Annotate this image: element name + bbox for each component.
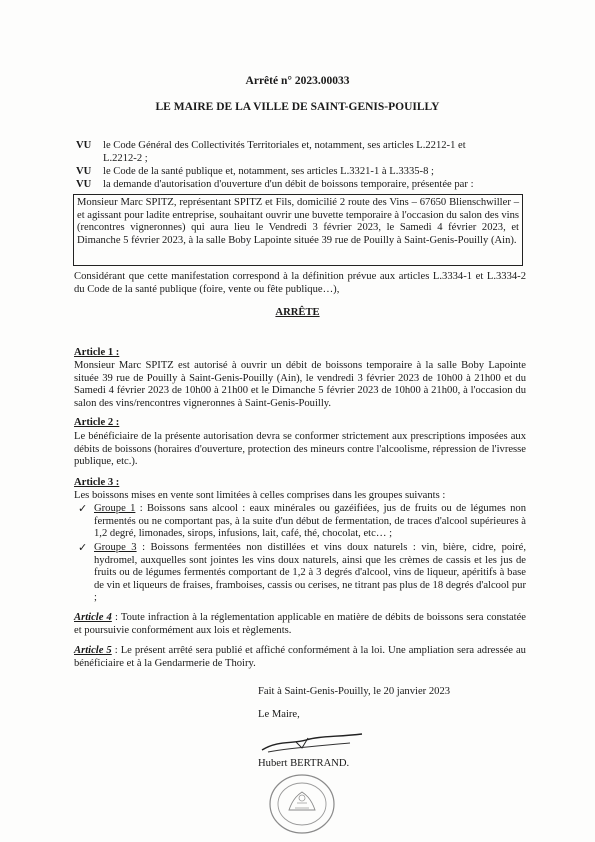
check-icon: ✓ bbox=[78, 503, 88, 515]
considering-paragraph: Considérant que cette manifestation correspond à la définition prévue aux articles L.3334-1 et L.3334-2 du Code de la santé publique (foire, vente ou fête publique…), bbox=[74, 271, 526, 295]
signatory-name: Hubert BERTRAND. bbox=[258, 758, 350, 769]
article-4-text: : Toute infraction à la réglementation applicable en matière de débits de boissons sera constatée et poursuivie conformément aux lois et règlements. bbox=[74, 612, 526, 636]
article-4-heading: Article 4 bbox=[74, 612, 112, 623]
article-5-paragraph bbox=[74, 645, 526, 670]
article-4-paragraph bbox=[74, 612, 526, 637]
group-3-text: : Boissons fermentées non distillées et vins doux naturels : vin, bière, cidre, poiré, hydromel, auxquelles sont jointes les vins doux naturels, ainsi que les crèmes de cassis et les jus de fruits ou de légumes fermentés comportant de 1,2 à 3 degrés d'alcool, vins de liqueur, apéritifs à base de vin et liqueurs de fraises, framboises, cassis ou cerises, ne titrant pas plus de 18 degrés d'alcool pur ; bbox=[94, 542, 526, 604]
official-seal-image bbox=[267, 772, 337, 836]
check-icon: ✓ bbox=[78, 542, 88, 554]
group-1-item bbox=[94, 503, 526, 541]
vu-line bbox=[103, 140, 523, 165]
vu-line-text: le Code de la santé publique et, notamment, ses articles L.3321-1 à L.3335-8 ; bbox=[103, 166, 434, 177]
vu-line-text: le Code Général des Collectivités Territoriales et, notamment, ses articles L.2212-1 et bbox=[103, 140, 466, 151]
article-3-intro: Les boissons mises en vente sont limitées à celles comprises dans les groupes suivants : bbox=[74, 490, 446, 501]
article-1-text: Monsieur Marc SPITZ est autorisé à ouvrir un débit de boissons temporaire à la salle Boby Lapointe située 39 rue de Pouilly à Saint-Genis-Pouilly (Ain), le vendredi 3 février 2023 de 10h00 à 21h00 et du Samedi 4 février 2023 de 10h00 à 21h00 et le Dimanche 5 février 2023 de 10h00 à 21h00, à l'occasion du salon des vins/rencontres vigneronnes à Saint-Genis-Pouilly. bbox=[74, 360, 526, 409]
document-authority-title: LE MAIRE DE LA VILLE DE SAINT-GENIS-POUILLY bbox=[155, 101, 440, 113]
article-5-text: : Le présent arrêté sera publié et affiché conformément à la loi. Une ampliation sera adressée au bénéficiaire et à la Gendarmerie de Thoiry. bbox=[74, 645, 526, 669]
vu-label: VU bbox=[76, 166, 92, 177]
applicant-box: Monsieur Marc SPITZ, représentant SPITZ et Fils, domicilié 2 route des Vins – 67650 Blienschwiller – et agissant pour ladite entreprise, souhaitant ouvrir une buvette temporaire à l'occasion du salon des vins (rencontres vigneronnes) qui aura lieu le Vendredi 3 février 2023, le Samedi 4 février 2023, et Dimanche 5 février 2023, à la salle Boby Lapointe située 39 rue de Pouilly à Saint-Genis-Pouilly (Ain). bbox=[73, 194, 523, 266]
place-and-date: Fait à Saint-Genis-Pouilly, le 20 janvier 2023 bbox=[258, 686, 451, 697]
article-2-heading: Article 2 : bbox=[74, 417, 120, 428]
group-1-label: Groupe 1 bbox=[94, 503, 136, 514]
vu-label: VU bbox=[76, 140, 92, 151]
article-5-heading: Article 5 bbox=[74, 645, 112, 656]
article-3-heading: Article 3 : bbox=[74, 477, 120, 488]
decree-heading: ARRÊTE bbox=[275, 307, 320, 318]
signature-image bbox=[258, 728, 368, 756]
article-2-text: Le bénéficiaire de la présente autorisation devra se conformer strictement aux prescriptions imposées aux débits de boissons (horaires d'ouverture, protection des mineurs contre l'alcoolisme, répression de l'ivresse publique, etc.). bbox=[74, 431, 526, 468]
vu-label: VU bbox=[76, 179, 92, 190]
vu-line-text-continued: L.2212-2 ; bbox=[103, 152, 148, 164]
signatory-title: Le Maire, bbox=[258, 709, 300, 720]
group-1-text: : Boissons sans alcool : eaux minérales ou gazéifiées, jus de fruits ou de légumes non fermentés ou ne comportant pas, à la suite d'un début de fermentation, de traces d'alcool supérieures à 1,2 degré, limonades, sirops, infusions, lait, café, thé, chocolat, etc… ; bbox=[94, 503, 526, 540]
vu-line-text: la demande d'autorisation d'ouverture d'un débit de boissons temporaire, présentée par : bbox=[103, 179, 474, 190]
group-3-item bbox=[94, 542, 526, 605]
article-1-heading: Article 1 : bbox=[74, 347, 120, 358]
arrete-number: Arrêté n° 2023.00033 bbox=[245, 75, 350, 87]
group-3-label: Groupe 3 bbox=[94, 542, 137, 553]
